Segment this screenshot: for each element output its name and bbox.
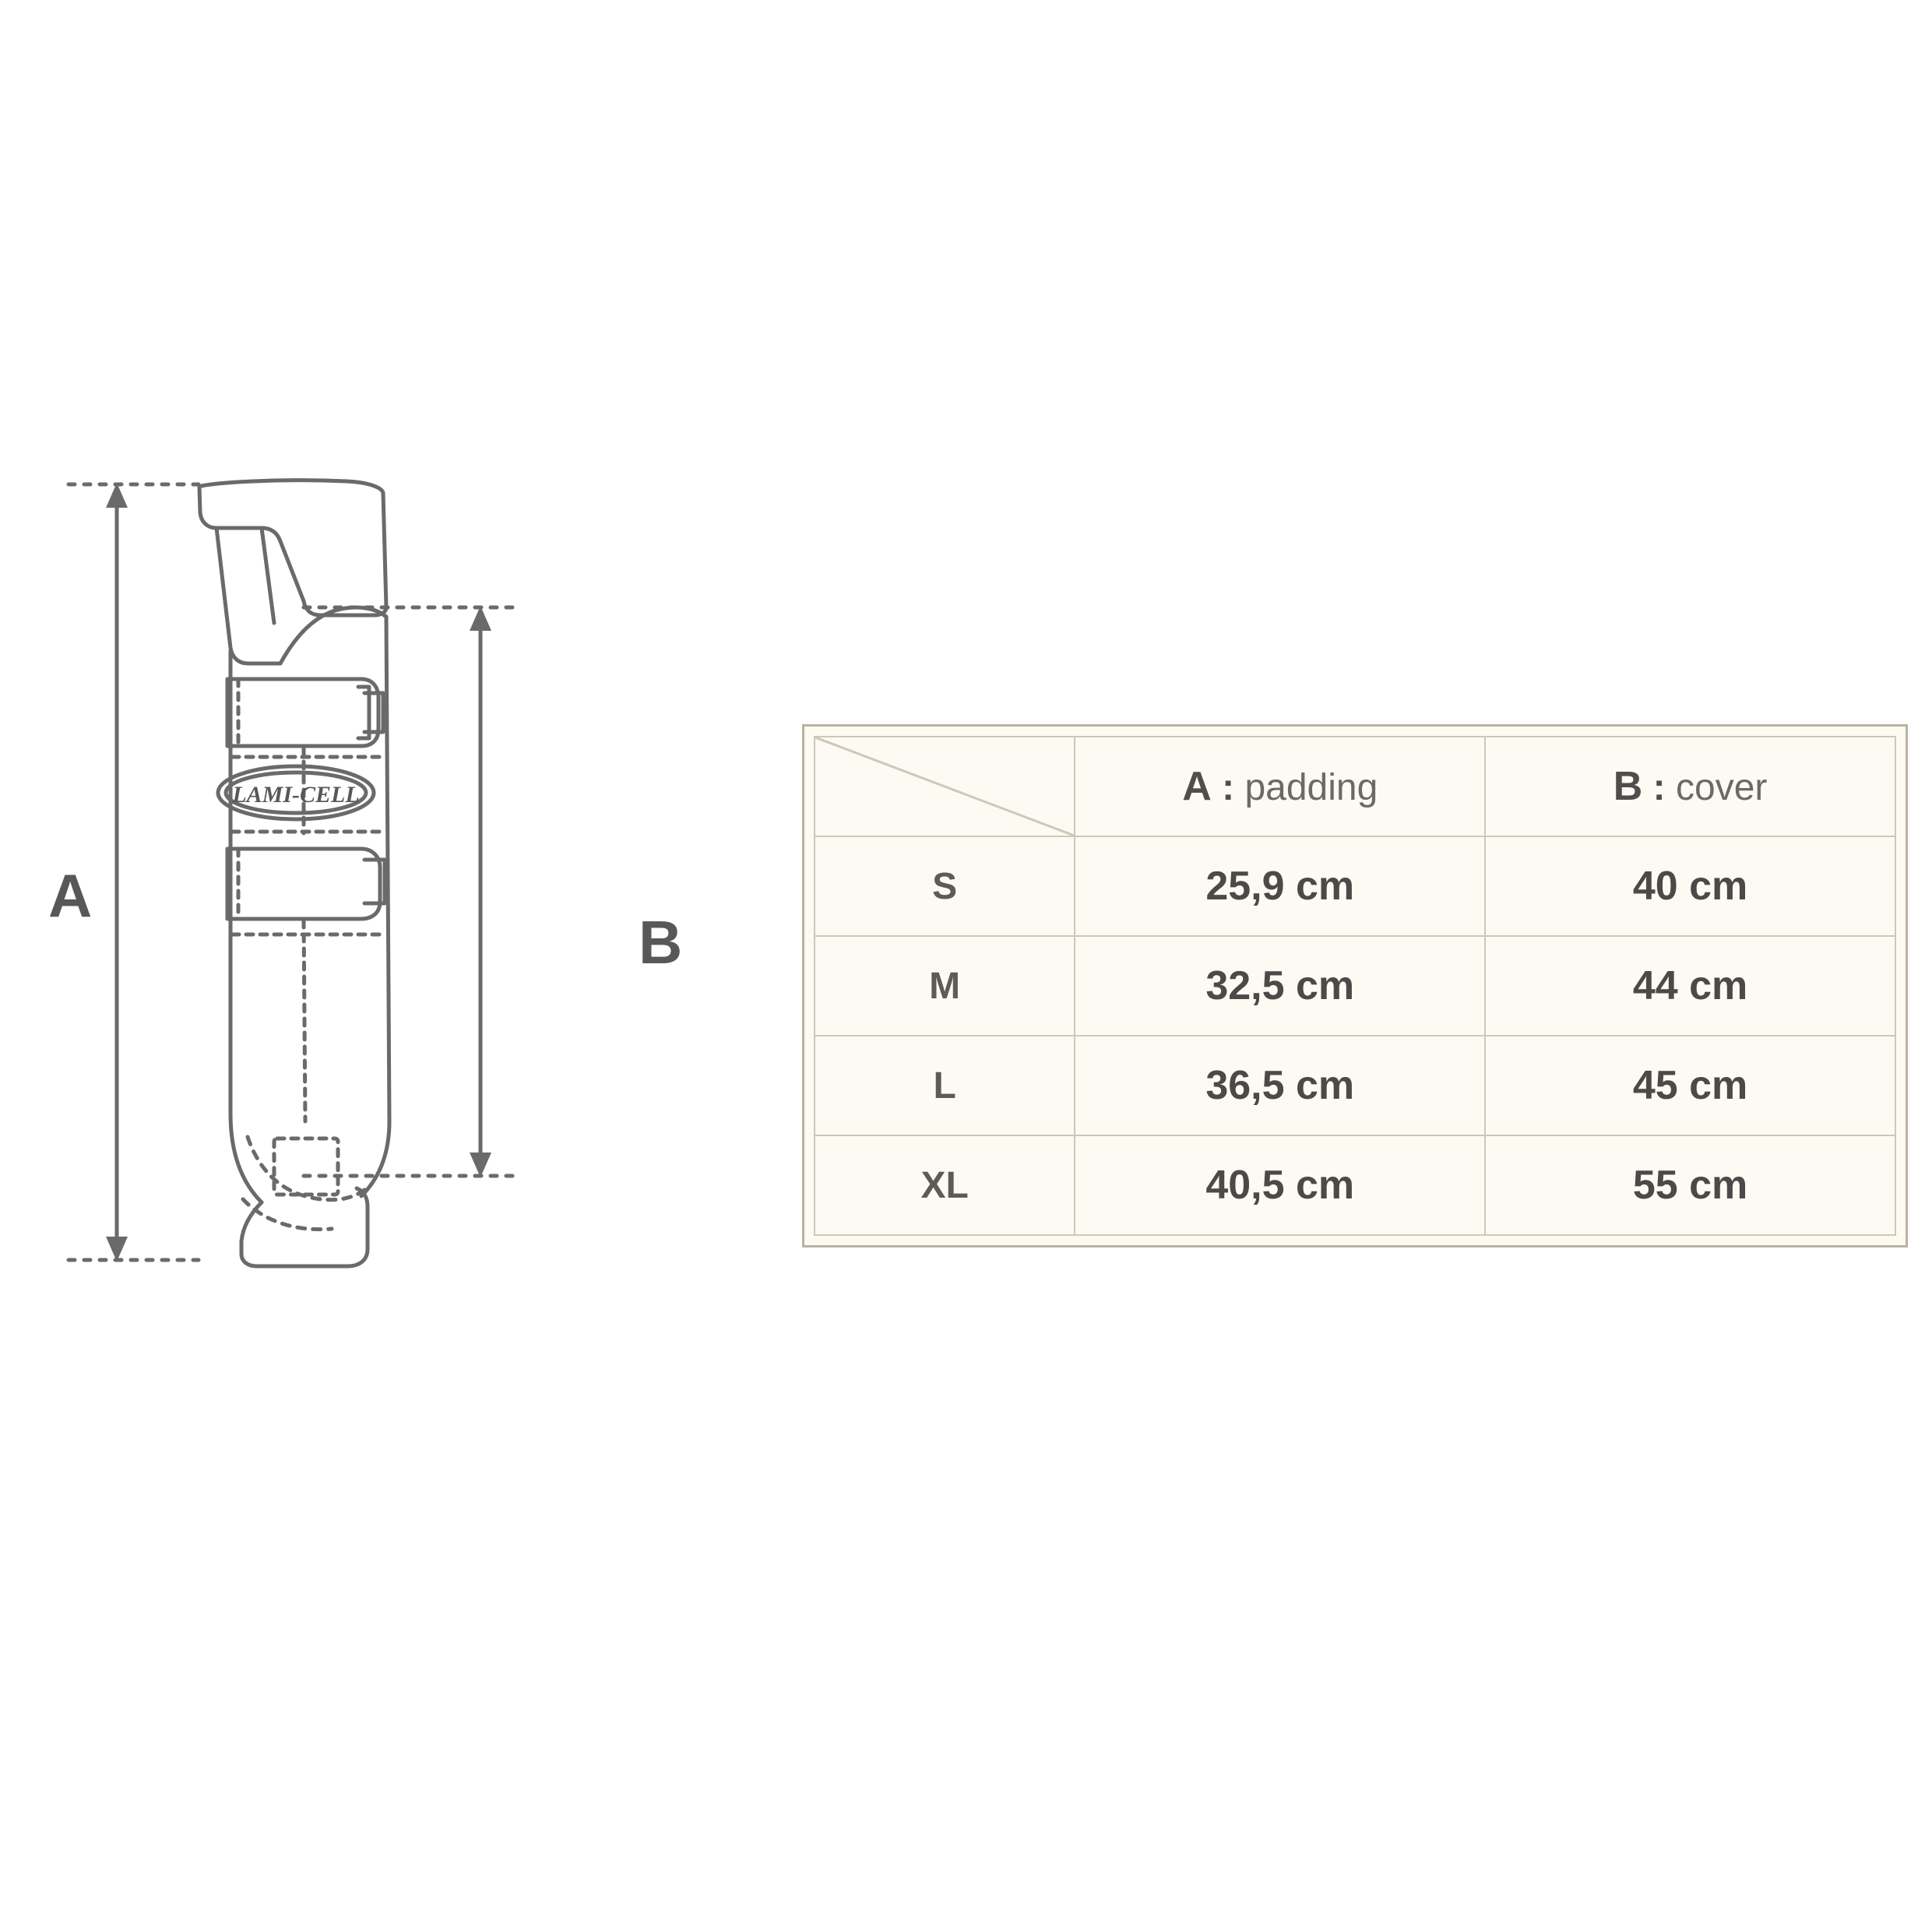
row-l-cover: 45 cm <box>1485 1036 1895 1135</box>
row-m-cover: 44 cm <box>1485 936 1895 1036</box>
column-header-b-letter: B <box>1613 764 1643 809</box>
table-header-row <box>815 737 1895 836</box>
lami-cell-logo-text: LAMI-CELL <box>232 782 360 808</box>
column-header-a-letter: A <box>1182 764 1212 809</box>
row-m-padding: 32,5 cm <box>1075 936 1485 1036</box>
column-header-a-word: padding <box>1244 767 1378 808</box>
row-size-xl: XL <box>815 1135 1075 1235</box>
column-header-b-separator: : <box>1652 767 1666 808</box>
row-s-cover: 40 cm <box>1485 836 1895 936</box>
row-size-s: S <box>815 836 1075 936</box>
table-row <box>815 1135 1895 1235</box>
row-size-m: M <box>815 936 1075 1036</box>
table-row <box>815 1036 1895 1135</box>
column-header-a <box>1075 737 1485 836</box>
size-table-frame <box>802 724 1908 1248</box>
size-table <box>814 736 1896 1236</box>
dimension-label-a: A <box>48 861 93 930</box>
dimension-arrow-b <box>304 606 522 1177</box>
row-l-padding: 36,5 cm <box>1075 1036 1485 1135</box>
dimension-label-b: B <box>639 908 684 977</box>
diagonal-divider-icon <box>815 737 1074 836</box>
column-header-a-separator: : <box>1222 767 1235 808</box>
size-table-container <box>802 724 1884 1251</box>
row-size-l: L <box>815 1036 1075 1135</box>
row-s-padding: 25,9 cm <box>1075 836 1485 936</box>
row-xl-cover: 55 cm <box>1485 1135 1895 1235</box>
column-header-b-word: cover <box>1676 767 1768 808</box>
column-header-b <box>1485 737 1895 836</box>
row-xl-padding: 40,5 cm <box>1075 1135 1485 1235</box>
table-row <box>815 936 1895 1036</box>
table-corner-cell <box>815 737 1075 836</box>
table-row <box>815 836 1895 936</box>
dimension-arrow-a <box>69 483 199 1262</box>
boot-illustration <box>47 467 779 1285</box>
diagram-area <box>0 0 779 1932</box>
